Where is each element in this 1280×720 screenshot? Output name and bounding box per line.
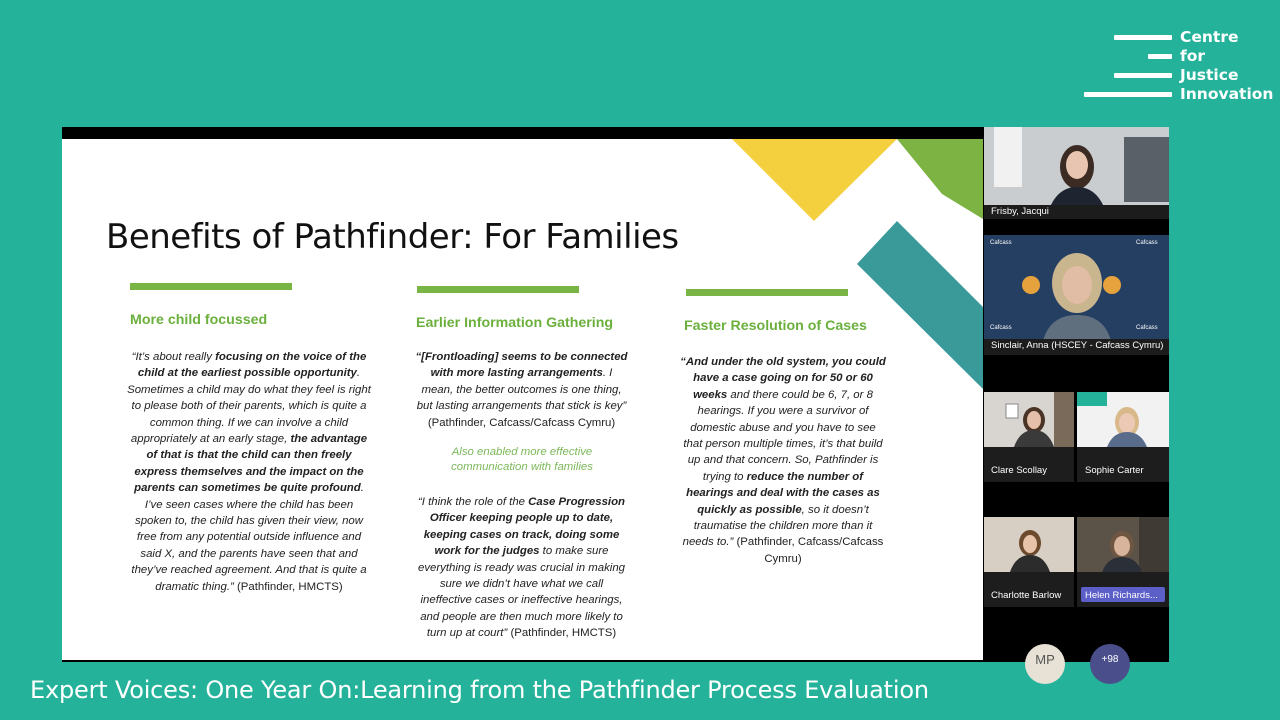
col3-quote-bold: “And under the old system, you could have a case going on for 50 or 60 weeks: [680, 356, 886, 401]
avatar-mp[interactable]: [1025, 644, 1065, 684]
logo-text: [1180, 28, 1273, 104]
participant-name: Sinclair, Anna (HSCEY - Cafcass Cymru): [991, 340, 1164, 351]
participant-tile-sinclair[interactable]: [984, 235, 1169, 355]
col3-quote-part: , so it doesn’t traumatise the children more than it needs to.”: [682, 503, 873, 549]
col1-heading: More child focussed: [130, 312, 268, 328]
col3-bar: [686, 289, 848, 296]
participant-tile-carter[interactable]: [1077, 392, 1169, 482]
logo-line-2: for: [1180, 47, 1206, 65]
col2-source-2: (Pathfinder, HMCTS): [510, 627, 617, 640]
video-richards: [1077, 517, 1169, 572]
col3-heading: Faster Resolution of Cases: [684, 318, 867, 334]
video-carter: [1077, 392, 1169, 447]
col2-quote-part: “I think the role of the: [417, 496, 529, 508]
participant-tile-frisby[interactable]: [984, 127, 1169, 219]
cafcass-label: Cafcass: [1136, 240, 1158, 246]
logo-line-1: Centre: [1180, 28, 1239, 46]
logo-bar-4: [1084, 92, 1172, 97]
col1-source: (Pathfinder, HMCTS): [236, 580, 343, 593]
participant-tile-scollay[interactable]: [984, 392, 1074, 482]
more-count: +98: [1101, 654, 1119, 665]
col1-quote-part: “It’s about really: [131, 351, 216, 363]
video-sinclair: [984, 235, 1169, 355]
cafcass-label: Cafcass: [1136, 325, 1158, 331]
col2-quote-part: to make sure everything is ready was crucial in making sure we didn’t have what we call ineffective cases or ineffective hearings, and people are then much more likely to turn up at court”: [417, 545, 626, 640]
slide-title: Benefits of Pathfinder: For Families: [106, 217, 679, 257]
col1-bar: [130, 283, 292, 290]
participant-name: Sophie Carter: [1085, 465, 1144, 476]
logo-bar-3: [1114, 73, 1172, 78]
avatar-initials: MP: [1035, 652, 1055, 667]
col2-bar: [417, 286, 579, 293]
green-shape: [897, 139, 983, 219]
participant-name: Clare Scollay: [991, 465, 1047, 476]
participant-name: Helen Richards...: [1085, 590, 1158, 601]
event-title: Expert Voices: One Year On:Learning from the Pathfinder Process Evaluation: [30, 676, 929, 704]
participant-tile-barlow[interactable]: [984, 517, 1074, 607]
col2-quote-1: [414, 349, 629, 431]
col2-heading: Earlier Information Gathering: [416, 315, 614, 331]
cafcass-label: Cafcass: [990, 325, 1012, 331]
col2-quote-part: . I mean, the better outcomes is one thing, but lasting arrangements that stick is key”: [416, 367, 627, 413]
logo-line-4: Innovation: [1180, 85, 1274, 103]
cafcass-label: Cafcass: [990, 240, 1012, 246]
col3-quote: [680, 354, 886, 567]
video-scollay: [984, 392, 1074, 447]
col3-quote-bold: reduce the number of hearings and deal with the cases as quickly as possible: [686, 470, 880, 516]
yellow-triangle: [732, 139, 897, 221]
more-participants-button[interactable]: [1090, 644, 1130, 684]
logo-bar-1: [1114, 35, 1172, 40]
shared-slide: [62, 139, 983, 660]
logo-line-3: Justice: [1180, 66, 1239, 84]
col3-quote-part: and there could be 6, 7, or 8 hearings. If you were a survivor of domestic abuse and you have to see that person multiple times, it’s that build up and that concern. So, Pathfinder is trying to: [683, 388, 883, 483]
col1-quote-part: . I’ve seen cases where the child has been spoken to, the child has given their view, now free from any potential outside influence and said X, and the parents have seen that and they’ve reached agreement. And that is quite a dramatic thing.”: [131, 482, 367, 593]
logo-bar-2: [1148, 54, 1172, 59]
video-barlow: [984, 517, 1074, 572]
col2-quote-bold: Case Progression Officer keeping people up to date, keeping cases on track, doing some work for the judges: [423, 496, 626, 558]
cji-logo: [1084, 30, 1274, 102]
participant-name: Frisby, Jacqui: [991, 206, 1049, 217]
col1-quote: [126, 349, 372, 595]
participant-tile-richards[interactable]: [1077, 517, 1169, 607]
col2-note: Also enabled more effective communication with families: [451, 446, 593, 473]
col1-quote-bold: focusing on the voice of the child at the earliest possible opportunity: [137, 351, 367, 380]
meeting-window: [62, 127, 1169, 667]
col1-quote-bold: the advantage of that is that the child can then freely express themselves and the impact on the parents can sometimes be quite profound: [134, 433, 368, 495]
participant-name: Charlotte Barlow: [991, 590, 1062, 601]
col1-quote-part: . Sometimes a child may do what they feel is right to please both of their parents, which is quite a common thing. If we can involve a child appropriately at an early stage,: [127, 367, 371, 446]
col3-source: (Pathfinder, Cafcass/Cafcass Cymru): [736, 536, 884, 565]
col2-quote-2: [414, 494, 629, 642]
col2-source-1: (Pathfinder, Cafcass/Cafcass Cymru): [427, 416, 616, 429]
col2-quote-bold: “[Frontloading] seems to be connected with more lasting arrangements: [415, 351, 628, 380]
